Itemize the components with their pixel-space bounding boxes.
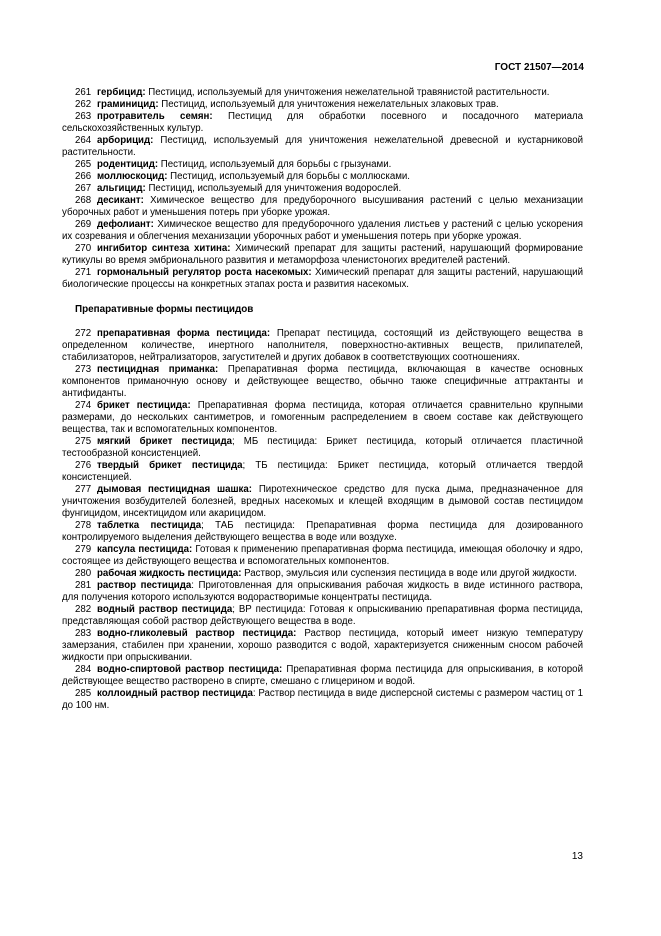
term-name: коллоидный раствор пестицида [97,688,253,699]
term-number: 279 [75,544,92,555]
term-name: дымовая пестицидная шашка: [97,484,253,495]
term-entry [62,243,583,267]
term-entry [62,664,583,688]
term-name: дефолиант: [97,219,154,230]
term-name: капсула пестицида: [97,544,193,555]
term-definition: ; ТБ пестицида: Брикет пестицида, который отличается твердой консистенцией. [62,460,583,483]
term-name: раствор пестицида [97,580,192,591]
term-entry [62,604,583,628]
term-definition: Химическое вещество для предуборочного удаления листьев у растений с целью ускорения их созревания и облегчения механизации уборочных работ и уменьшения потерь при уборке урожая. [62,219,583,242]
term-number: 267 [75,183,92,194]
term-definition: Пиротехническое средство для пуска дыма, предназначенное для уничтожения возбудителей болезней, вредных насекомых и клещей входящим в дымовой состав пестицидом фунгицидом, инсектицидом или акарицидом. [62,484,584,519]
term-definition: Препарат пестицида, состоящий из действующего вещества в определенном количестве, инертного наполнителя, поверхностно-активных веществ, прилипателей, стабилизаторов, нейтрализаторов, загустителей и других добавок в соответствующих соотношениях. [62,328,583,363]
term-entry [62,267,583,291]
term-entry [62,484,583,520]
term-definition: ; ТАБ пестицида: Препаративная форма пестицида для дозированного контролируемого выделения действующего вещества в воде или воздухе. [62,520,584,543]
term-number: 278 [75,520,92,531]
term-entry [62,328,583,364]
term-name: родентицид: [97,159,159,170]
term-name: препаративная форма пестицида: [97,328,271,339]
term-number: 272 [75,328,92,339]
term-entry [62,436,583,460]
term-definition: Пестицид, используемый для уничтожения нежелательной травянистой растительности. [145,87,550,98]
term-definition: Пестицид, используемый для уничтожения нежелательной древесной и кустарниковой растительности. [62,135,583,158]
term-entry [62,183,583,195]
term-name: арборицид: [97,135,154,146]
document-body [62,87,583,712]
term-number: 269 [75,219,92,230]
term-number: 276 [75,460,92,471]
term-definition: Химический препарат для защиты растений, нарушающий биологические процессы на конкретных этапах роста и развития насекомых. [62,267,583,290]
term-number: 283 [75,628,92,639]
term-definition: : Приготовленная для опрыскивания рабочая жидкость в виде истинного раствора, для получения которого используются водорастворимые концентраты пестицида. [62,580,583,603]
term-entry [62,171,583,183]
section-title: Препаративные формы пестицидов [75,304,254,315]
term-number: 274 [75,400,92,411]
term-definition: Раствор пестицида, который имеет низкую температуру замерзания, стабилен при хранении, хорошо разводится с водой, характеризуется сниженным сносом рабочей жидкости при опрыскивании. [62,628,584,663]
term-name: гербицид: [97,87,146,98]
term-name: водный раствор пестицида [97,604,233,615]
term-name: протравитель семян: [97,111,213,122]
term-number: 285 [75,688,92,699]
term-entry [62,460,583,484]
term-list-b [62,328,583,712]
term-definition: Химическое вещество для предуборочного высушивания растений с целью механизации уборочных работ и уменьшения потерь при уборке урожая. [62,195,583,218]
term-entry [62,219,583,243]
term-definition: Пестицид, используемый для борьбы с грызунами. [158,159,392,170]
term-name: водно-гликолевый раствор пестицида: [97,628,297,639]
term-name: водно-спиртовой раствор пестицида: [97,664,283,675]
term-definition: Раствор, эмульсия или суспензия пестицида в воде или другой жидкости. [241,568,577,579]
term-number: 280 [75,568,92,579]
term-name: твердый брикет пестицида [97,460,243,471]
term-number: 277 [75,484,92,495]
document-header: ГОСТ 21507—2014 [494,62,584,73]
term-definition: Препаративная форма пестицида для опрыскивания, в которой действующее вещество растворено в спирте, смешано с глицерином и водой. [62,664,583,687]
term-entry [62,628,583,664]
term-name: граминицид: [97,99,159,110]
term-number: 275 [75,436,92,447]
term-name: таблетка пестицида [97,520,202,531]
term-entry [62,195,583,219]
term-entry [62,87,583,99]
term-number: 271 [75,267,92,278]
term-number: 265 [75,159,92,170]
term-definition: : Раствор пестицида в виде дисперсной системы с размером частиц от 1 до 100 нм. [62,688,583,711]
term-entry [62,159,583,171]
term-definition: Пестицид, используемый для уничтожения нежелательных злаковых трав. [158,99,499,110]
term-number: 284 [75,664,92,675]
term-definition: ; МБ пестицида: Брикет пестицида, который отличается пластичной тестообразной консистенцией. [62,436,583,459]
term-number: 268 [75,195,92,206]
term-definition: Химический препарат для защиты растений, нарушающий формирование кутикулы во время эмбрионального развития и метаморфоза членистоногих вредителей растений. [62,243,583,266]
term-entry [62,99,583,111]
term-number: 263 [75,111,92,122]
term-name: гормональный регулятор роста насекомых: [97,267,312,278]
term-entry [62,568,583,580]
term-name: пестицидная приманка: [97,364,219,375]
term-definition: ; ВР пестицида: Готовая к опрыскиванию препаративная форма пестицида, представляющая собой раствор действующего вещества в воде. [62,604,583,627]
term-definition: Препаративная форма пестицида, которая отличается сравнительно крупными размерами, до нескольких сантиметров, и гомогенным распределением в своем составе как действующего вещества, так и вспомогательных компонентов. [62,400,583,435]
term-name: альгицид: [97,183,146,194]
term-name: десикант: [97,195,144,206]
term-entry [62,688,583,712]
term-entry [62,544,583,568]
term-number: 282 [75,604,92,615]
term-number: 266 [75,171,92,182]
term-entry [62,364,583,400]
page-number: 13 [571,851,583,862]
term-number: 270 [75,243,92,254]
term-number: 281 [75,580,92,591]
term-list-a [62,87,583,291]
term-number: 264 [75,135,92,146]
term-entry [62,111,583,135]
term-entry [62,135,583,159]
term-name: брикет пестицида: [97,400,191,411]
term-entry [62,400,583,436]
term-number: 262 [75,99,92,110]
term-entry [62,520,583,544]
term-name: мягкий брикет пестицида [97,436,233,447]
term-name: рабочая жидкость пестицида: [97,568,242,579]
term-definition: Препаративная форма пестицида, включающая в качестве основных компонентов приманочную основу и действующее вещество, обычно также специфичные аттрактанты и антифиданты. [62,364,583,399]
term-number: 273 [75,364,92,375]
term-name: моллюскоцид: [97,171,168,182]
term-definition: Пестицид, используемый для уничтожения водорослей. [145,183,402,194]
term-definition: Готовая к применению препаративная форма пестицида, имеющая оболочку и ядро, состоящее из действующего вещества и вспомогательных компонентов. [62,544,583,567]
term-number: 261 [75,87,92,98]
term-definition: Пестицид для обработки посевного и посадочного материала сельскохозяйственных культур. [62,111,583,134]
term-entry [62,580,583,604]
term-name: ингибитор синтеза хитина: [97,243,231,254]
term-definition: Пестицид, используемый для борьбы с моллюсками. [167,171,410,182]
